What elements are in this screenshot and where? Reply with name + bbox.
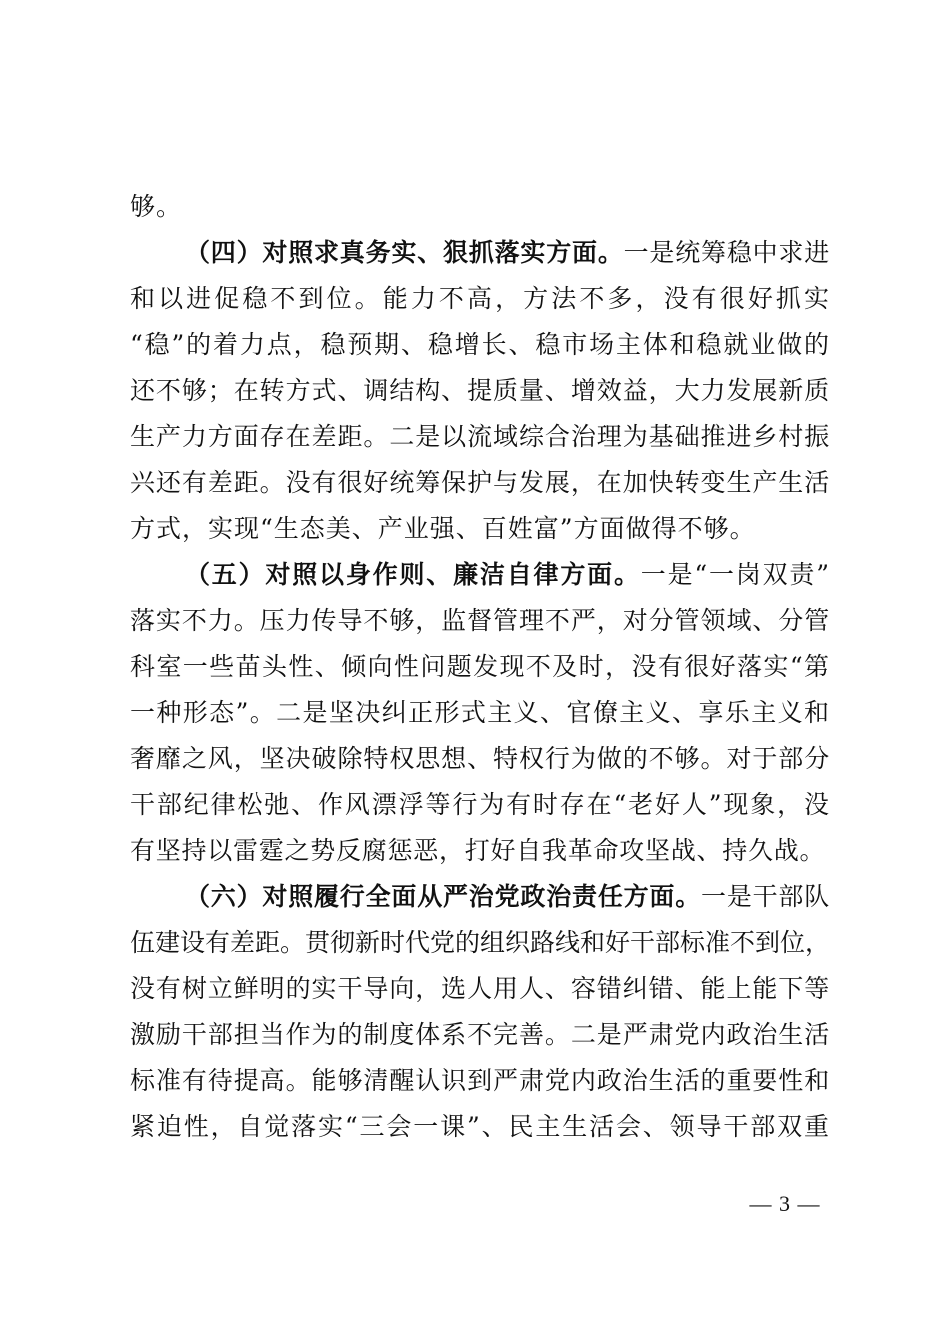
text-line — [130, 651, 830, 683]
line-text: 和以进促稳不到位。能力不高，方法不多，没有很好抓实 — [130, 284, 830, 313]
line-text: 标准有待提高。能够清醒认识到严肃党内政治生活的重要性和 — [130, 1066, 830, 1095]
page-number: — 3 — — [749, 1191, 821, 1216]
line-text: 干部纪律松弛、作风漂浮等行为有时存在“老好人”现象，没 — [130, 790, 830, 819]
text-line — [130, 605, 830, 637]
text-line — [130, 697, 830, 729]
line-text: 方式，实现“生态美、产业强、百姓富”方面做得不够。 — [130, 514, 756, 543]
section-heading-line — [185, 881, 830, 913]
section-heading: （六）对照履行全面从严治党政治责任方面。 — [185, 882, 702, 911]
text-line — [130, 191, 830, 223]
line-text: 紧迫性，自觉落实“三会一课”、民主生活会、领导干部双重 — [130, 1112, 830, 1141]
line-text: 激励干部担当作为的制度体系不完善。二是严肃党内政治生活 — [130, 1020, 830, 1049]
section-heading: （五）对照以身作则、廉洁自律方面。 — [185, 560, 641, 589]
line-text: 兴还有差距。没有很好统筹保护与发展，在加快转变生产生活 — [130, 468, 830, 497]
text-line — [130, 927, 830, 959]
line-text: 还不够；在转方式、调结构、提质量、增效益，大力发展新质 — [130, 376, 830, 405]
section-heading: （四）对照求真务实、狠抓落实方面。 — [185, 238, 624, 267]
text-line — [130, 789, 830, 821]
text-line — [130, 835, 830, 867]
text-line — [130, 973, 830, 1005]
line-text: 生产力方面存在差距。二是以流域综合治理为基础推进乡村振 — [130, 422, 830, 451]
text-line — [130, 1111, 830, 1143]
text-line — [130, 283, 830, 315]
line-text: 伍建设有差距。贯彻新时代党的组织路线和好干部标准不到位， — [130, 928, 831, 957]
text-line — [130, 329, 830, 361]
line-text: 一是统筹稳中求进 — [623, 238, 830, 267]
section-heading-line — [185, 559, 830, 591]
text-line — [130, 467, 830, 499]
text-line — [130, 1065, 830, 1097]
line-text: 够。 — [130, 192, 183, 221]
line-text: 一是“一岗双责” — [640, 560, 830, 589]
line-text: 科室一些苗头性、倾向性问题发现不及时，没有很好落实“第 — [130, 652, 830, 681]
line-text: 一是干部队 — [701, 882, 830, 911]
line-text: 一种形态”。二是坚决纠正形式主义、官僚主义、享乐主义和 — [130, 698, 830, 727]
line-text: “稳”的着力点，稳预期、稳增长、稳市场主体和稳就业做的 — [130, 330, 830, 359]
line-text: 落实不力。压力传导不够，监督管理不严，对分管领域、分管 — [130, 606, 830, 635]
text-line — [130, 513, 830, 545]
section-heading-line — [185, 237, 830, 269]
line-text: 有坚持以雷霆之势反腐惩恶，打好自我革命攻坚战、持久战。 — [130, 836, 826, 865]
text-line — [130, 375, 830, 407]
text-line — [130, 743, 830, 775]
text-line — [130, 421, 830, 453]
text-line — [130, 1019, 830, 1051]
line-text: 奢靡之风，坚决破除特权思想、特权行为做的不够。对于部分 — [130, 744, 830, 773]
line-text: 没有树立鲜明的实干导向，选人用人、容错纠错、能上能下等 — [130, 974, 830, 1003]
